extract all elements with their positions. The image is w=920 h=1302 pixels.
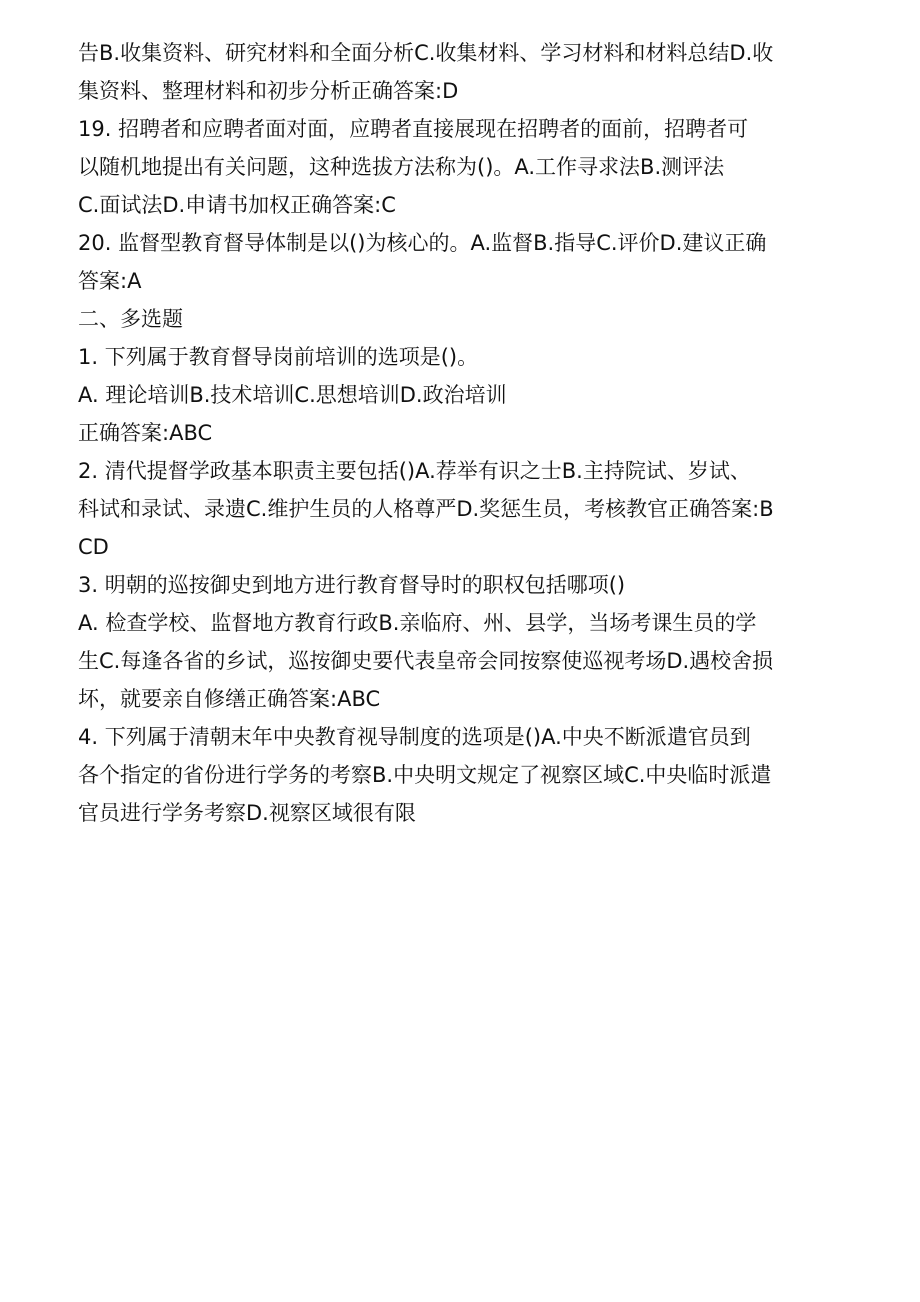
text-line: A. 理论培训B.技术培训C.思想培训D.政治培训 [78,383,507,407]
text-line: 答案:A [78,269,142,293]
text-line: CD [78,535,109,559]
question-20: 20. 监督型教育督导体制是以()为核心的。A.监督B.指导C.评价D.建议正确 [78,231,767,255]
text-line: A. 检查学校、监督地方教育行政B.亲临府、州、县学，当场考课生员的学 [78,611,757,635]
question-2: 2. 清代提督学政基本职责主要包括()A.荐举有识之士B.主持院试、岁试、 [78,459,751,483]
text-line: 告B.收集资料、研究材料和全面分析C.收集材料、学习材料和材料总结D.收 [78,41,774,65]
text-line: 生C.每逢各省的乡试，巡按御史要代表皇帝会同按察使巡视考场D.遇校舍损 [78,649,774,673]
question-4: 4. 下列属于清朝末年中央教育视导制度的选项是()A.中央不断派遣官员到 [78,725,751,749]
text-line: 坏，就要亲自修缮正确答案:ABC [78,687,381,711]
text-line: 集资料、整理材料和初步分析正确答案:D [78,79,459,103]
question-3: 3. 明朝的巡按御史到地方进行教育督导时的职权包括哪项() [78,573,626,597]
question-1: 1. 下列属于教育督导岗前培训的选项是()。 [78,345,479,369]
answer-line: 正确答案:ABC [78,421,213,445]
text-line: 科试和录试、录遗C.维护生员的人格尊严D.奖惩生员，考核教官正确答案:B [78,497,774,521]
section-heading: 二、多选题 [78,307,183,331]
text-line: 各个指定的省份进行学务的考察B.中央明文规定了视察区域C.中央临时派遣 [78,763,772,787]
question-19: 19. 招聘者和应聘者面对面，应聘者直接展现在招聘者的面前，招聘者可 [78,117,749,141]
document-page [78,34,848,832]
text-line: C.面试法D.申请书加权正确答案:C [78,193,396,217]
text-line: 以随机地提出有关问题，这种选拔方法称为()。A.工作寻求法B.测评法 [78,155,725,179]
text-line: 官员进行学务考察D.视察区域很有限 [78,801,416,825]
